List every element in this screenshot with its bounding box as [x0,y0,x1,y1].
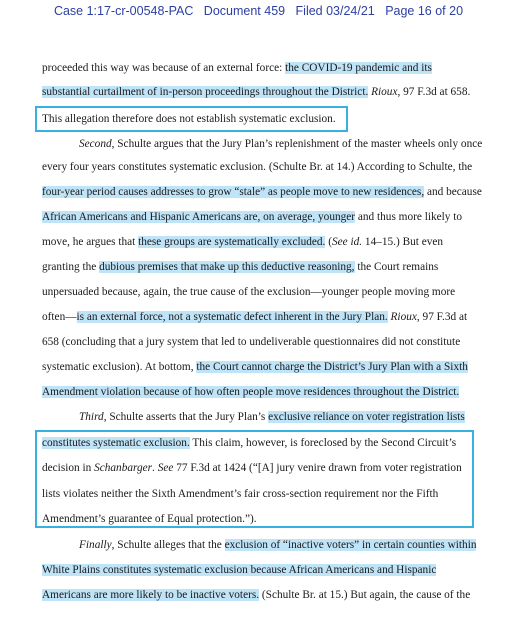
case-number: Case 1:17-cr-00548-PAC [53,4,194,18]
highlighted-text: these groups are systematically excluded. [138,236,326,248]
text-line: proceeded this way was because of an external force: the COVID-19 pandemic and its [42,62,432,74]
highlighted-text: constitutes systematic exclusion. [42,437,190,449]
text-line [42,385,459,399]
highlighted-text: Americans are more likely to be inactive voters. [42,589,260,601]
text-line: systematic exclusion). At bottom, the Court cannot charge the District’s Jury Plan with a Sixth [42,361,468,373]
text-line: Finally, Schulte alleges that the exclusion of “inactive voters” in certain counties within [79,539,477,551]
text-line: granting the dubious premises that make up this deductive reasoning, the Court remains [42,261,439,273]
filed-date: Filed 03/24/21 [295,4,375,18]
text-line: constitutes systematic exclusion. This claim, however, is foreclosed by the Second Circuit’s [42,437,457,449]
highlighted-text: Amendment violation because of how often people move residences throughout the District. [42,386,460,398]
highlighted-text: African Americans and Hispanic Americans are, on average, younger [42,211,356,223]
highlighted-text: substantial curtailment of in-person proceedings throughout the District. [42,86,369,98]
case-header [0,4,517,18]
text-line [42,563,436,577]
document-number: Document 459 [203,4,286,18]
text-line: This allegation therefore does not establish systematic exclusion. [42,113,336,125]
text-line: every four years constitutes systematic exclusion. (Schulte Br. at 14.) According to Schulte, the [42,161,473,173]
text-line: Second, Schulte argues that the Jury Plan’s replenishment of the master wheels only once [79,138,483,150]
text-line: substantial curtailment of in-person proceedings throughout the District. Rioux, 97 F.3d at 658. [42,86,471,98]
highlighted-text: four-year period causes addresses to grow “stale” as people move to new residences, [42,186,425,198]
text-line: African Americans and Hispanic Americans are, on average, younger and thus more likely to [42,211,463,223]
highlighted-text: exclusive reliance on voter registration lists [268,411,465,423]
text-line: 658 (concluding that a jury system that led to undeliverable questionnaires did not constitute [42,336,461,348]
highlighted-text: dubious premises that make up this deductive reasoning, [99,261,355,273]
text-line: four-year period causes addresses to grow “stale” as people move to new residences, and because [42,186,482,198]
highlighted-text: the Court cannot charge the District’s Jury Plan with a Sixth [196,361,468,373]
text-line: Amendment’s guarantee of Equal protection.”). [42,513,257,525]
text-line: often—is an external force, not a systematic defect inherent in the Jury Plan. Rioux, 97 F.3d at [42,311,468,323]
page-number: Page 16 of 20 [385,4,464,18]
text-line: move, he argues that these groups are systematically excluded. (See id. 14–15.) But even [42,236,444,248]
highlighted-text: exclusion of “inactive voters” in certain counties within [224,539,477,551]
highlighted-text: White Plains constitutes systematic exclusion because African Americans and Hispanic [42,564,437,576]
highlighted-text: is an external force, not a systematic defect inherent in the Jury Plan. [76,311,388,323]
text-line: unpersuaded because, again, the true cause of the exclusion—younger people moving more [42,286,456,298]
text-line: decision in Schanbarger. See 77 F.3d at 1424 (“[A] jury venire drawn from voter registration [42,462,462,474]
annotation-box [35,430,474,528]
text-line: Americans are more likely to be inactive voters. (Schulte Br. at 15.) But again, the cause of the [42,589,471,601]
highlighted-text: the COVID-19 pandemic and its [285,62,432,74]
text-line: Third, Schulte asserts that the Jury Plan’s exclusive reliance on voter registration lists [79,411,465,423]
annotation-box [35,106,348,132]
text-line: lists violates neither the Sixth Amendment’s fair cross-section requirement nor the Fifth [42,488,439,500]
